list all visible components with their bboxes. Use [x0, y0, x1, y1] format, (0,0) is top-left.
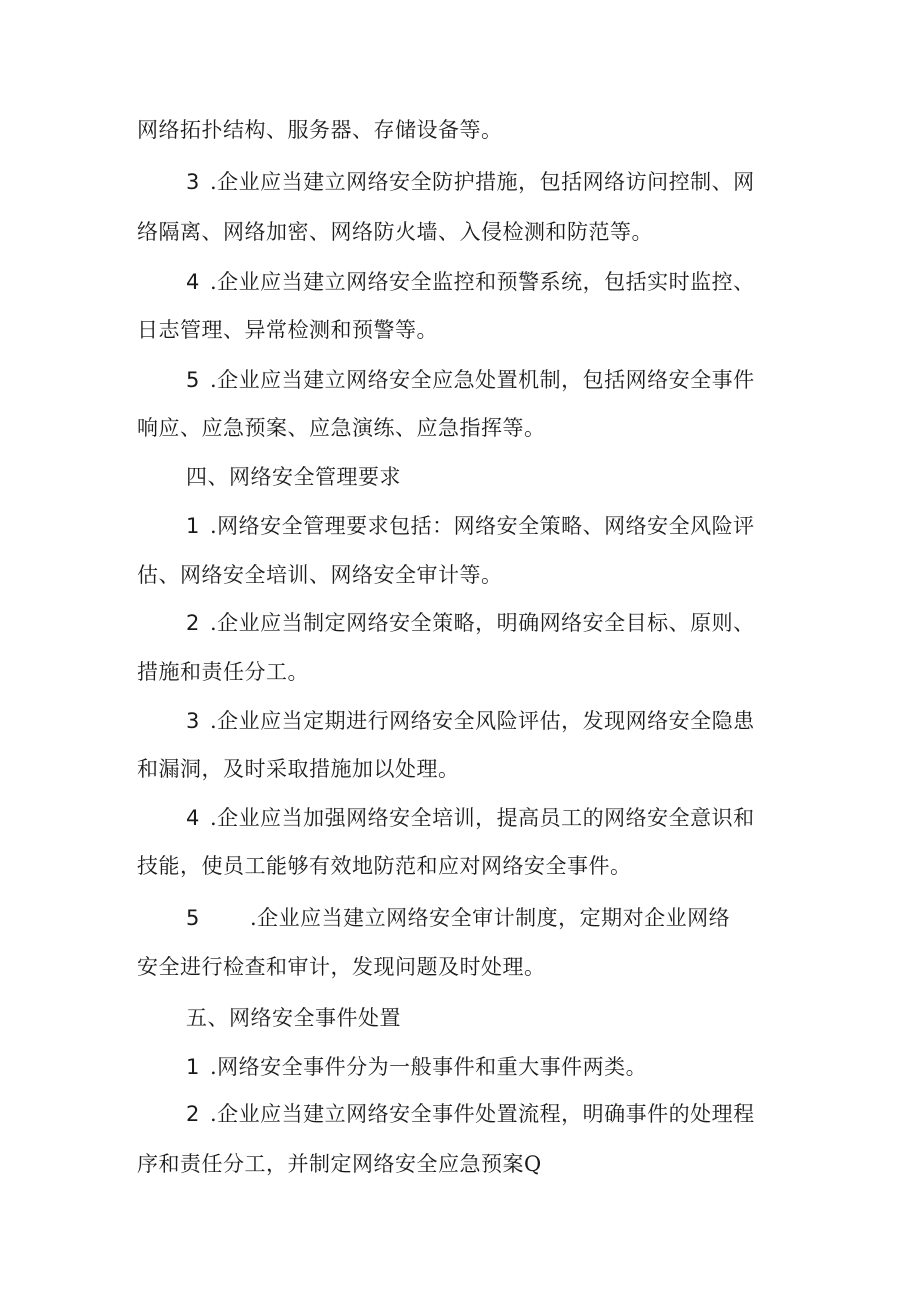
body-text-line: 估、网络安全培训、网络安全审计等。 — [137, 563, 503, 587]
list-number: 3 — [186, 709, 200, 733]
body-text-line: 安全进行检查和审计，发现问题及时处理。 — [137, 955, 546, 979]
list-item-4: 4 .企业应当建立网络安全监控和预警系统，包括实时监控、 — [186, 270, 755, 294]
section-heading: 五、网络安全事件处置 — [186, 1006, 401, 1030]
list-number: 5 — [186, 906, 200, 930]
body-text-line: 措施和责任分工。 — [137, 660, 309, 684]
list-number: 5 — [186, 368, 200, 392]
body-text-line: 和漏洞，及时采取措施加以处理。 — [137, 757, 460, 781]
list-item-2: 2 .企业应当建立网络安全事件处置流程，明确事件的处理程 — [186, 1102, 755, 1126]
list-item-2: 2 .企业应当制定网络安全策略，明确网络安全目标、原则、 — [186, 611, 755, 635]
list-number: 4 — [186, 270, 200, 294]
list-item-1: 1 .网络安全事件分为一般事件和重大事件两类。 — [186, 1055, 648, 1079]
list-number: 2 — [186, 1102, 200, 1126]
body-text-line: 络隔离、网络加密、网络防火墙、入侵检测和防范等。 — [137, 220, 653, 244]
list-item-5: 5 .企业应当建立网络安全应急处置机制，包括网络安全事件 — [186, 368, 755, 392]
list-item-5: 5 .企业应当建立网络安全审计制度，定期对企业网络 — [186, 906, 731, 930]
body-text-line: 技能，使员工能够有效地防范和应对网络安全事件。 — [137, 854, 632, 878]
list-item-1: 1 .网络安全管理要求包括：网络安全策略、网络安全风险评 — [186, 514, 755, 538]
body-text-line: 响应、应急预案、应急演练、应急指挥等。 — [137, 416, 546, 440]
list-number: 4 — [186, 806, 200, 830]
list-item-4: 4 .企业应当加强网络安全培训，提高员工的网络安全意识和 — [186, 806, 755, 830]
list-number: 3 — [186, 170, 200, 194]
body-text-line: 序和责任分工，并制定网络安全应急预案Q — [137, 1152, 542, 1176]
list-number: 1 — [186, 1055, 200, 1079]
list-number: 1 — [186, 514, 200, 538]
list-number: 2 — [186, 611, 200, 635]
body-text-line: 网络拓扑结构、服务器、存储设备等。 — [137, 118, 503, 142]
section-heading: 四、网络安全管理要求 — [186, 465, 401, 489]
list-item-3: 3 .企业应当定期进行网络安全风险评估，发现网络安全隐患 — [186, 709, 755, 733]
body-text-line: 日志管理、异常检测和预警等。 — [137, 318, 438, 342]
list-item-3: 3 .企业应当建立网络安全防护措施，包括网络访问控制、网 — [186, 170, 755, 194]
